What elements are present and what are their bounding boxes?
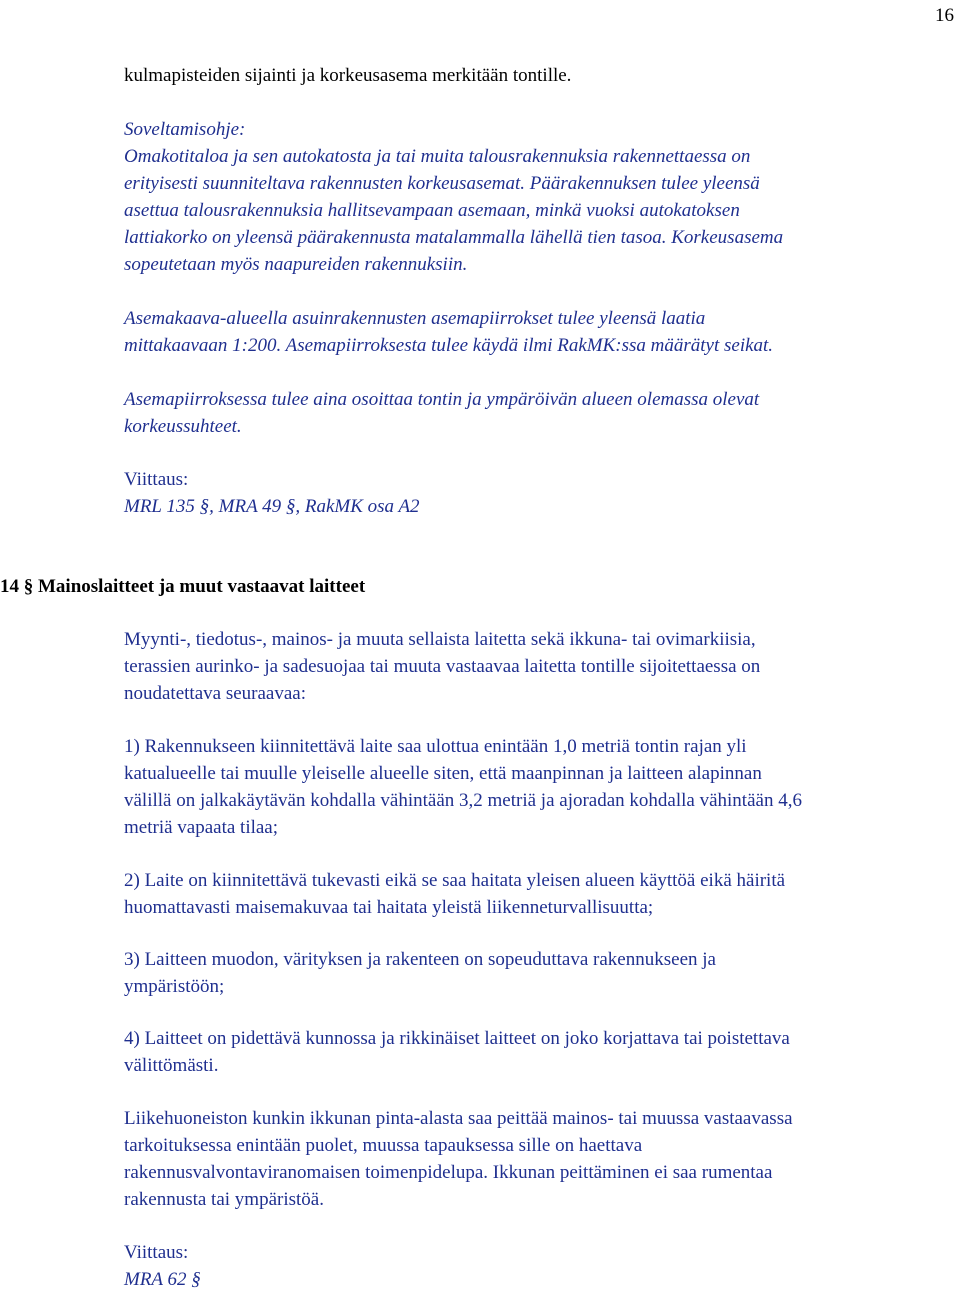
closing-paragraph <box>124 1105 924 1213</box>
list-item-line: välittömästi. <box>124 1055 219 1076</box>
reference-label: Viittaus: <box>124 469 189 490</box>
guidance-line: erityisesti suunniteltava rakennusten korkeusasemat. Päärakennuksen tulee yleensä <box>124 173 760 194</box>
reference-text: MRA 62 § <box>124 1269 201 1290</box>
top-line <box>124 62 924 89</box>
reference-text: MRL 135 §, MRA 49 §, RakMK osa A2 <box>124 496 420 517</box>
guidance-line: lattiakorko on yleensä päärakennusta matalammalla lähellä tien tasoa. Korkeusasema <box>124 227 784 248</box>
list-item-line: katualueelle tai muulle yleiselle alueelle siten, että maanpinnan ja laitteen alapinnan <box>124 763 762 784</box>
reference-1 <box>124 466 924 520</box>
guidance-paragraph-2 <box>124 305 924 359</box>
guidance-line: mittakaavaan 1:200. Asemapiirroksesta tulee käydä ilmi RakMK:ssa määrätyt seikat. <box>124 335 774 356</box>
guidance-line: sopeutetaan myös naapureiden rakennuksiin. <box>124 254 468 275</box>
guidance-section <box>124 116 924 278</box>
guidance-label: Soveltamisohje: <box>124 119 246 140</box>
list-item-line: huomattavasti maisemakuvaa tai haitata yleistä liikenneturvallisuutta; <box>124 897 654 918</box>
guidance-paragraph-3 <box>124 386 924 440</box>
guidance-line: Asemapiirroksessa tulee aina osoittaa tontin ja ympäröivän alueen olemassa olevat <box>124 389 760 410</box>
guidance-line: korkeussuhteet. <box>124 416 242 437</box>
list-item-line: ympäristöön; <box>124 976 225 997</box>
reference-2 <box>124 1239 924 1293</box>
list-item-2 <box>124 867 924 921</box>
intro-paragraph <box>124 626 924 707</box>
page-number: 16 <box>935 5 954 26</box>
guidance-line: asettua talousrakennuksia hallitsevampaan asemaan, minkä vuoksi autokatoksen <box>124 200 740 221</box>
reference-label: Viittaus: <box>124 1242 189 1263</box>
guidance-line: Omakotitaloa ja sen autokatosta ja tai muita talousrakennuksia rakennettaessa on <box>124 146 751 167</box>
list-item-line: 2) Laite on kiinnitettävä tukevasti eikä se saa haitata yleisen alueen käyttöä eikä häiritä <box>124 870 786 891</box>
list-item-line: välillä on jalkakäytävän kohdalla vähintään 3,2 metriä ja ajoradan kohdalla vähintään 4,6 <box>124 790 802 811</box>
list-item-line: 1) Rakennukseen kiinnitettävä laite saa ulottua enintään 1,0 metriä tontin rajan yli <box>124 736 747 757</box>
list-item-line: 3) Laitteen muodon, värityksen ja rakenteen on sopeuduttava rakennukseen ja <box>124 949 716 970</box>
guidance-line: Asemakaava-alueella asuinrakennusten asemapiirrokset tulee yleensä laatia <box>124 308 706 329</box>
intro-line: Myynti-, tiedotus-, mainos- ja muuta sellaista laitetta sekä ikkuna- tai ovimarkiisia, <box>124 629 756 650</box>
list-item-4 <box>124 1025 924 1079</box>
closing-line: rakennusta tai ympäristöä. <box>124 1189 324 1210</box>
closing-line: tarkoituksessa enintään puolet, muussa tapauksessa sille on haettava <box>124 1135 643 1156</box>
list-item-1 <box>124 733 924 841</box>
closing-line: Liikehuoneiston kunkin ikkunan pinta-alasta saa peittää mainos- tai muussa vastaavassa <box>124 1108 793 1129</box>
list-item-3 <box>124 946 924 1000</box>
intro-line: noudatettava seuraavaa: <box>124 683 306 704</box>
closing-line: rakennusvalvontaviranomaisen toimenpidelupa. Ikkunan peittäminen ei saa rumentaa <box>124 1162 773 1183</box>
list-item-line: 4) Laitteet on pidettävä kunnossa ja rikkinäiset laitteet on joko korjattava tai poistettava <box>124 1028 790 1049</box>
list-item-line: metriä vapaata tilaa; <box>124 817 279 838</box>
intro-line: terassien aurinko- ja sadesuojaa tai muuta vastaavaa laitetta tontille sijoitettaessa on <box>124 656 761 677</box>
section-heading: 14 § Mainoslaitteet ja muut vastaavat laitteet <box>0 576 366 597</box>
top-line-text: kulmapisteiden sijainti ja korkeusasema merkitään tontille. <box>124 65 572 86</box>
